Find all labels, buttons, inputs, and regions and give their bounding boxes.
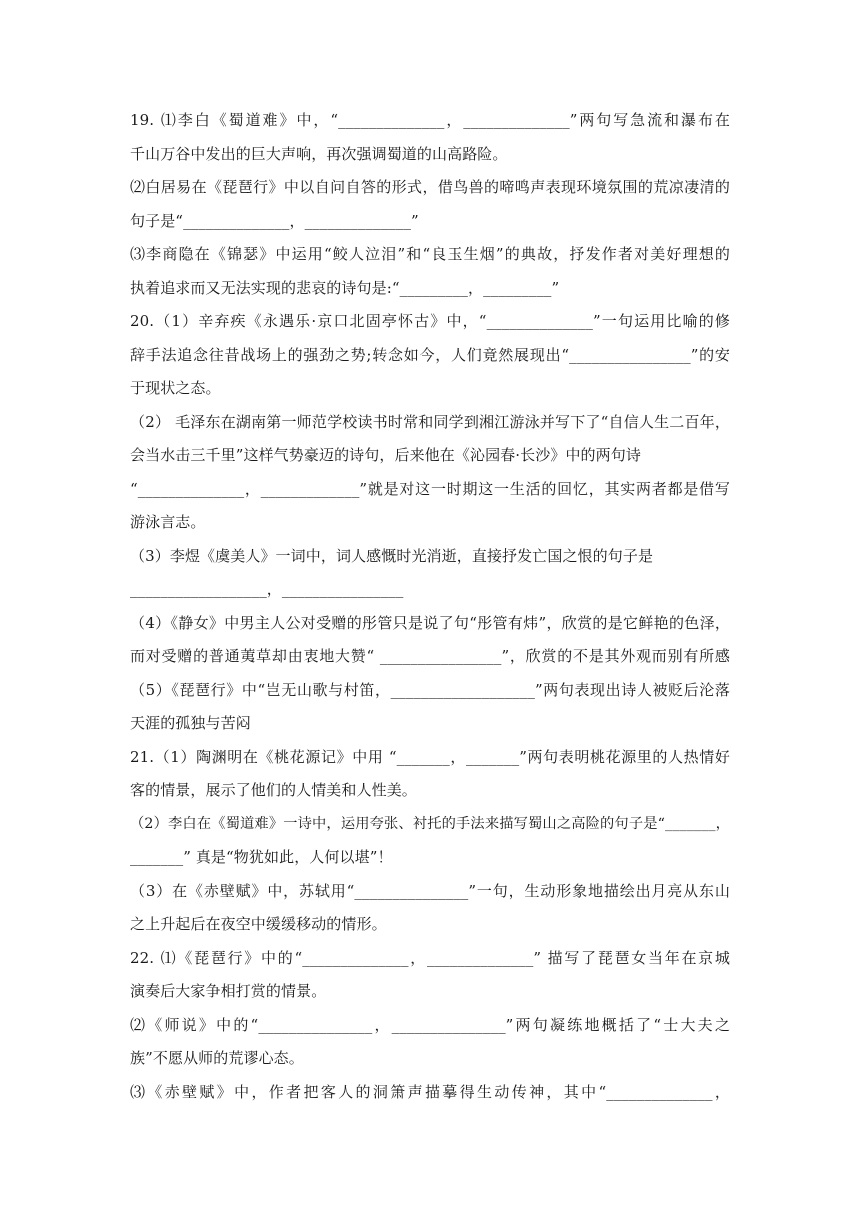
text-line: __________________，________________ xyxy=(130,580,404,598)
text-line: “______________，_____________”就是对这一时期这一生活的回忆，其实两者都是借写 xyxy=(130,479,730,498)
text-line: 句子是“______________，______________” xyxy=(130,211,419,230)
text-line: （2） 毛泽东在湖南第一师范学校读书时常和同学到湘江游泳并写下了“自信人生二百年， xyxy=(130,412,730,431)
text-line: 千山万谷中发出的巨大声响，再次强调蜀道的山高路险。 xyxy=(130,144,508,163)
text-line: _______” 真是“物犹如此，人何以堪”！ xyxy=(130,848,393,866)
text-line: （3）在《赤壁赋》中，苏轼用“_______________”一句，生动形象地描绘出月亮从东山 xyxy=(130,881,730,900)
text-line: 演奏后大家争相打赏的情景。 xyxy=(130,982,327,1000)
text-line: 19. ⑴李白《蜀道难》中，“______________，______________”两句写急流和瀑布在 xyxy=(130,111,730,129)
text-line: 客的情景，展示了他们的人情美和人性美。 xyxy=(130,781,417,799)
text-line: ⑶《赤壁赋》中，作者把客人的洞箫声描摹得生动传神，其中“______________， xyxy=(130,1082,730,1101)
text-line: 20.（1）辛弃疾《永遇乐·京口北固亭怀古》中，“______________”一句运用比喻的修 xyxy=(130,312,730,330)
text-line: （3）李煜《虞美人》一词中，词人感慨时光消逝，直接抒发亡国之恨的句子是 xyxy=(130,546,654,565)
text-line: 执着追求而又无法实现的悲哀的诗句是:“_________，_________” xyxy=(130,278,560,297)
text-line: ⑶李商隐在《锦瑟》中运用“鲛人泣泪”和“良玉生烟”的典故，抒发作者对美好理想的 xyxy=(130,245,730,263)
text-line: 游泳言志。 xyxy=(130,513,206,531)
text-line: 之上升起后在夜空中缓缓移动的情形。 xyxy=(130,915,387,933)
text-line: ⑵《师说》中的“_______________，_______________”两句凝练地概括了“士大夫之 xyxy=(130,1015,730,1034)
document-page xyxy=(130,104,730,1109)
text-line: 会当水击三千里”这样气势豪迈的诗句，后来他在《沁园春·长沙》中的两句诗 xyxy=(130,446,641,464)
text-line: 于现状之态。 xyxy=(130,379,221,397)
text-line: 22. ⑴《琵琶行》中的“______________，______________” 描写了琵琶女当年在京城 xyxy=(130,948,730,967)
text-line: （4）《静女》中男主人公对受赠的彤管只是说了句“彤管有炜”，欣赏的是它鲜艳的色泽， xyxy=(130,613,730,632)
text-line: 天涯的孤独与苦闷 xyxy=(130,714,251,732)
text-line: 21.（1）陶渊明在《桃花源记》中用 “_______，_______”两句表明桃花源里的人热情好 xyxy=(130,747,730,766)
text-line: （2）李白在《蜀道难》一诗中，运用夸张、衬托的手法来描写蜀山之高险的句子是“_______， xyxy=(130,815,730,832)
text-line: 辞手法追念往昔战场上的强劲之势;转念如今，人们竟然展现出“________________”的安 xyxy=(130,345,730,364)
text-line: 而对受赠的普通荑草却由衷地大赞“ ________________”，欣赏的不是其外观而别有所感 xyxy=(130,647,730,665)
text-line: （5）《琵琶行》中“岂无山歌与村笛，___________________”两句表现出诗人被贬后沦落 xyxy=(130,680,730,699)
text-line: ⑵白居易在《琵琶行》中以自问自答的形式，借鸟兽的啼鸣声表现环境氛围的荒凉凄清的 xyxy=(130,178,730,196)
text-line: 族”不愿从师的荒谬心态。 xyxy=(130,1049,304,1067)
